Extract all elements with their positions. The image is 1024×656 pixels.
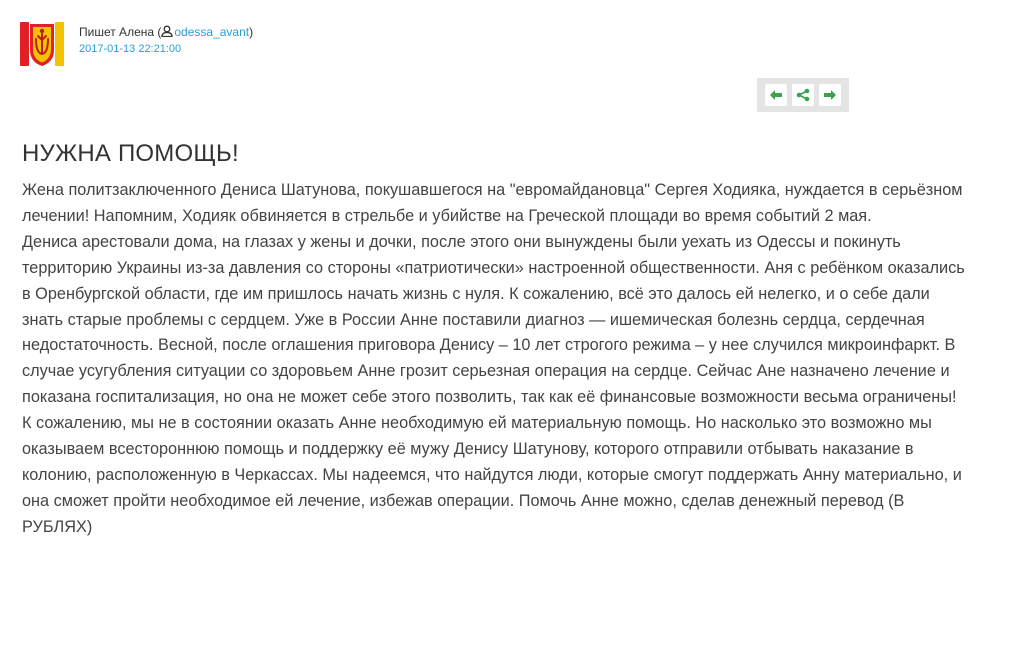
avatar[interactable] — [20, 20, 64, 68]
author-line — [79, 25, 253, 40]
author-meta — [79, 20, 253, 57]
post-nav-bar — [757, 78, 849, 112]
author-suffix: ) — [249, 25, 254, 39]
odessa-coat-of-arms-icon — [20, 20, 64, 68]
post-paragraph: Жена политзаключенного Дениса Шатунова, покушавшегося на "евромайдановца" Сергея Ходияка, нуждается в серьёзном лечении! Напомним, Ходияк обвиняется в стрельбе и убийстве на Греческой площади во время событий 2 мая. — [22, 181, 963, 225]
next-post-button[interactable] — [819, 84, 841, 106]
post-author-block — [20, 20, 253, 68]
post-title: НУЖНА ПОМОЩЬ! — [22, 140, 239, 167]
post-paragraph: К сожалению, мы не в состоянии оказать Анне необходимую ей материальную помощь. Но насколько это возможно мы оказываем всестороннюю помощь и поддержку её мужу Денису Шатунову, которого отправили отбывать наказание в колонию, расположенную в Черкассах. Мы надеемся, что найдутся люди, которые смогут поддержать Анну материально, и она сможет пройти необходимое ей лечение, избежав операции. Помочь Анне можно, сделав денежный перевод (В РУБЛЯХ) — [22, 414, 962, 536]
author-prefix: Пишет Алена ( — [79, 25, 162, 39]
user-icon — [161, 25, 173, 37]
share-button[interactable] — [792, 84, 814, 106]
post-body — [22, 178, 967, 541]
prev-post-button[interactable] — [765, 84, 787, 106]
author-username-link[interactable]: odessa_avant — [174, 25, 250, 39]
post-paragraph: Дениса арестовали дома, на глазах у жены и дочки, после этого они вынуждены были уехать из Одессы и покинуть территорию Украины из-за давления со стороны «патриотически» настроенной общественности. Аня с ребёнком оказались в Оренбургской области, где им пришлось начать жизнь с нуля. К сожалению, всё это далось ей нелегко, и о себе дали знать старые проблемы с сердцем. Уже в России Анне поставили диагноз — ишемическая болезнь сердца, сердечная недостаточность. Весной, после оглашения приговора Денису – 10 лет строгого режима – у нее случился микроинфаркт. В случае усугубления ситуации со здоровьем Анне грозит серьезная операция на сердце. Сейчас Ане назначено лечение и показана госпитализация, но она не может себе этого позволить, так как её финансовые возможности весьма ограничены! — [22, 232, 965, 407]
arrow-right-icon — [823, 89, 837, 101]
post-date: 2017-01-13 22:21:00 — [79, 43, 182, 55]
share-icon — [796, 88, 810, 102]
arrow-left-icon — [769, 89, 783, 101]
